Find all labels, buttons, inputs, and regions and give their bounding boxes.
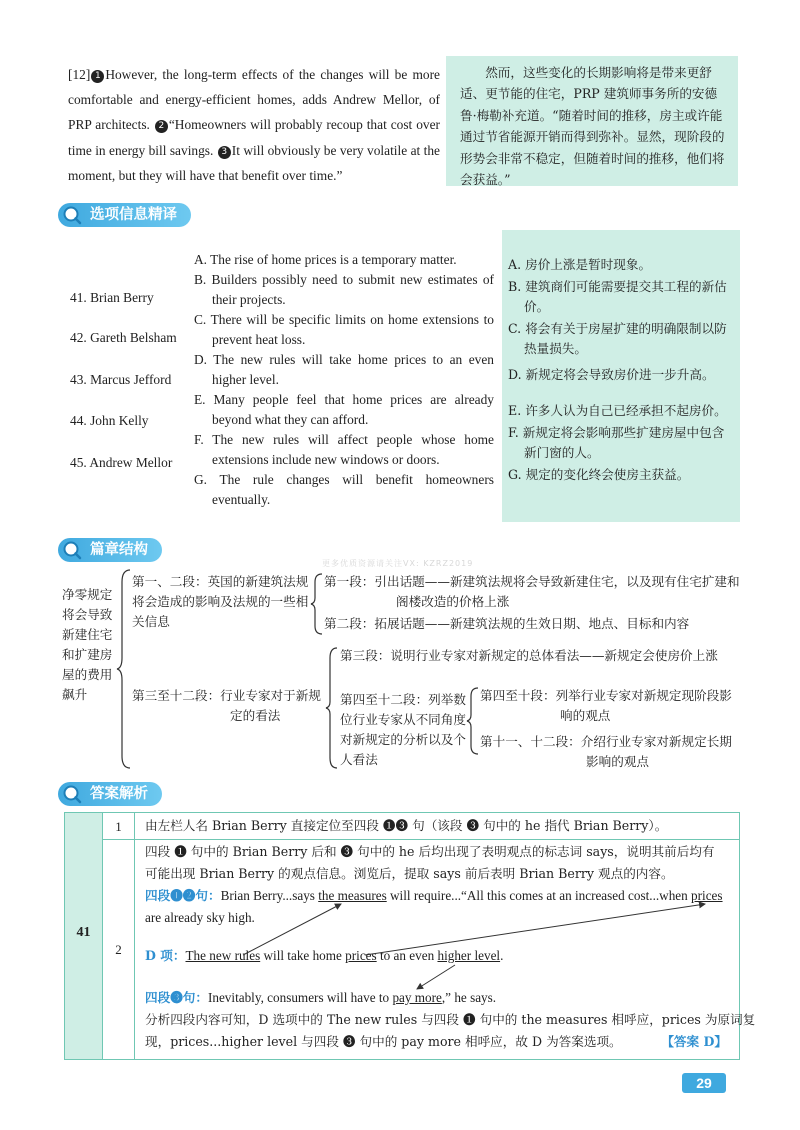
structure-p11-12-text: 第十一、十二段：介绍行业专家对新规定长期影响的观点 xyxy=(480,734,732,769)
structure-p2: 第二段：拓展话题——新建筑法规的生效日期、地点、目标和内容 xyxy=(324,616,690,631)
options-translation xyxy=(508,255,736,485)
option-d-new-rules: The new rules xyxy=(185,948,261,963)
name-45: 45. Andrew Mellor xyxy=(70,455,173,470)
magnifier-icon xyxy=(62,540,82,560)
brace-p4-12 xyxy=(466,686,480,756)
quote-2-part-a: Inevitably, consumers will have to xyxy=(207,990,393,1005)
structure-p1-text: 第一段：引出话题——新建筑法规将会导致新建住宅，以及现有住宅扩建和阁楼改造的价格上涨 xyxy=(324,574,740,609)
quote-1-part-b: will require...“All this comes at an increased cost...when xyxy=(386,888,692,903)
step-2-line-2: 可能出现 Brian Berry 的观点信息。浏览后，提取 says 前后表明 Brian Berry 观点的内容。 xyxy=(145,866,674,881)
section-title-structure: 篇章结构 xyxy=(90,542,148,558)
option-g: G. The rule changes will benefit homeowners eventually. xyxy=(194,472,494,507)
structure-p3-text: 第三段：说明行业专家对新规定的总体看法——新规定会使房价上涨 xyxy=(340,648,718,663)
option-e: E. Many people feel that home prices are already beyond what they can afford. xyxy=(194,392,494,427)
magnifier-icon xyxy=(62,205,82,225)
option-d-period: . xyxy=(500,948,504,963)
option-a: A. The rise of home prices is a temporary matter. xyxy=(194,252,457,267)
magnifier-icon xyxy=(62,784,82,804)
arrow-rules-to-measures xyxy=(243,904,341,955)
name-43: 43. Marcus Jefford xyxy=(70,372,172,387)
option-b: B. Builders possibly need to submit new estimates of their projects. xyxy=(194,272,494,307)
structure-part2-text: 第三至十二段：行业专家对于新规定的看法 xyxy=(132,688,321,723)
option-d-label: D 项： xyxy=(145,948,186,963)
analysis-line-2: 现，prices...higher level 与四段 ❸ 句中的 pay more 相呼应，故 D 为答案选项。 xyxy=(145,1034,622,1049)
step-2-line-1: 四段 ❶ 句中的 Brian Berry 后和 ❸ 句中的 he 后均出现了表明观点的标志词 says，说明其前后均有 xyxy=(145,844,715,859)
structure-p4-10-text: 第四至十段：列举行业专家对新规定现阶段影响的观点 xyxy=(480,688,732,723)
structure-p3 xyxy=(340,646,742,666)
options-english xyxy=(194,250,494,510)
quote-1-part-a: Brian Berry...says xyxy=(220,888,319,903)
option-d-part-c: to an even xyxy=(376,948,438,963)
section-tag-options xyxy=(58,203,191,227)
quote-1-the-measures: the measures xyxy=(318,888,387,903)
option-d: D. The new rules will take home prices to an even higher level. xyxy=(194,352,494,387)
structure-root: 净零规定将会导致新建住宅和扩建房屋的费用飙升 xyxy=(62,587,113,702)
sentence-2: “Homeowners will probably recoup that cost over time in energy bill savings. xyxy=(68,117,440,158)
option-d-higher-level: higher level xyxy=(437,948,501,963)
sentence-number-3: 3 xyxy=(218,146,231,159)
option-d-zh: D. 新规定将会导致房价进一步升高。 xyxy=(508,367,715,382)
name-41: 41. Brian Berry xyxy=(70,290,154,305)
quote-1-label: 四段❶❷句： xyxy=(145,888,221,903)
structure-p4-12: 第四至十二段：列举数位行业专家从不同角度对新规定的分析以及个人看法 xyxy=(340,692,466,767)
connector-arrows xyxy=(65,813,741,1061)
option-d-prices: prices xyxy=(345,948,377,963)
structure-p4-10 xyxy=(480,686,742,726)
answer-key: 【答案 D】 xyxy=(661,1034,727,1049)
arrow-prices-to-prices xyxy=(365,904,705,955)
step-number-2: 2 xyxy=(103,840,135,1059)
option-f-zh: F. 新规定将会影响那些扩建房屋中包含新门窗的人。 xyxy=(508,425,725,460)
quote-2-label: 四段❸句： xyxy=(145,990,208,1005)
arrow-level-to-pay-more xyxy=(417,965,455,989)
paragraph-marker: [12] xyxy=(68,67,91,82)
quote-2-pay-more: pay more xyxy=(392,990,442,1005)
option-a-zh: A. 房价上涨是暂时现象。 xyxy=(508,257,652,272)
option-d-part-b: will take home xyxy=(260,948,346,963)
section-tag-answers xyxy=(58,782,162,806)
question-number: 41 xyxy=(76,925,91,940)
section-title-options: 选项信息精译 xyxy=(90,207,177,223)
paragraph-12-translation: 然而，这些变化的长期影响将是带来更舒适、更节能的住宅，PRP 建筑师事务所的安德鲁·梅勒补充道。“随着时间的推移，房主或许能通过节省能源开销而得到弥补。显然，现阶段的形势会非常不稳定，但随着时间的推移，他们将会获益。” xyxy=(460,65,725,188)
brace-part2 xyxy=(325,646,339,770)
brace-part1 xyxy=(310,572,324,636)
option-f: F. The new rules will affect people whose home extensions include new windows or doors. xyxy=(194,432,494,467)
option-c-zh: C. 将会有关于房屋扩建的明确限制以防热量损失。 xyxy=(508,321,727,356)
quote-1-line-2: are already sky high. xyxy=(145,910,255,925)
option-c: C. There will be specific limits on home extensions to prevent heat loss. xyxy=(194,312,494,347)
structure-part1: 第一、二段：英国的新建筑法规将会造成的影响及法规的一些相关信息 xyxy=(132,574,309,629)
quote-1-prices: prices xyxy=(691,888,723,903)
name-42: 42. Gareth Belsham xyxy=(70,330,177,345)
name-44: 44. John Kelly xyxy=(70,413,149,428)
paragraph-12-translation-box xyxy=(446,56,738,186)
sentence-number-1: 1 xyxy=(91,70,104,83)
option-e-zh: E. 许多人认为自己已经承担不起房价。 xyxy=(508,403,727,418)
analysis-line-1: 分析四段内容可知，D 选项中的 The new rules 与四段 ❶ 句中的 the measures 相呼应，prices 为原词复 xyxy=(145,1012,756,1027)
quote-2-part-b: ,” he says. xyxy=(441,990,497,1005)
option-b-zh: B. 建筑商们可能需要提交其工程的新估价。 xyxy=(508,279,727,314)
sentence-number-2: 2 xyxy=(155,120,168,133)
structure-part2 xyxy=(132,686,328,726)
option-g-zh: G. 规定的变化终会使房主获益。 xyxy=(508,467,690,482)
paragraph-12-english xyxy=(68,62,440,188)
section-title-answers: 答案解析 xyxy=(90,786,148,802)
watermark: 更多优质资源请关注VX: KZRZ2019 xyxy=(322,559,474,568)
answer-table xyxy=(64,812,756,1060)
structure-p11-12 xyxy=(480,732,742,772)
sentence-3: It will obviously be very volatile at the moment, but they will have that benefit over time.” xyxy=(68,142,441,183)
brace-root xyxy=(116,568,132,770)
page-number: 29 xyxy=(682,1073,726,1093)
structure-p1 xyxy=(324,572,742,612)
step-1-text: 由左栏人名 Brian Berry 直接定位至四段 ❶❸ 句（该段 ❸ 句中的 he 指代 Brian Berry）。 xyxy=(145,818,668,833)
step-number-1: 1 xyxy=(103,813,135,840)
section-tag-structure xyxy=(58,538,162,562)
sentence-1: However, the long-term effects of the changes will be more comfortable and energy-efficient homes, adds Andrew Mellor, of PRP architects. xyxy=(68,67,440,133)
